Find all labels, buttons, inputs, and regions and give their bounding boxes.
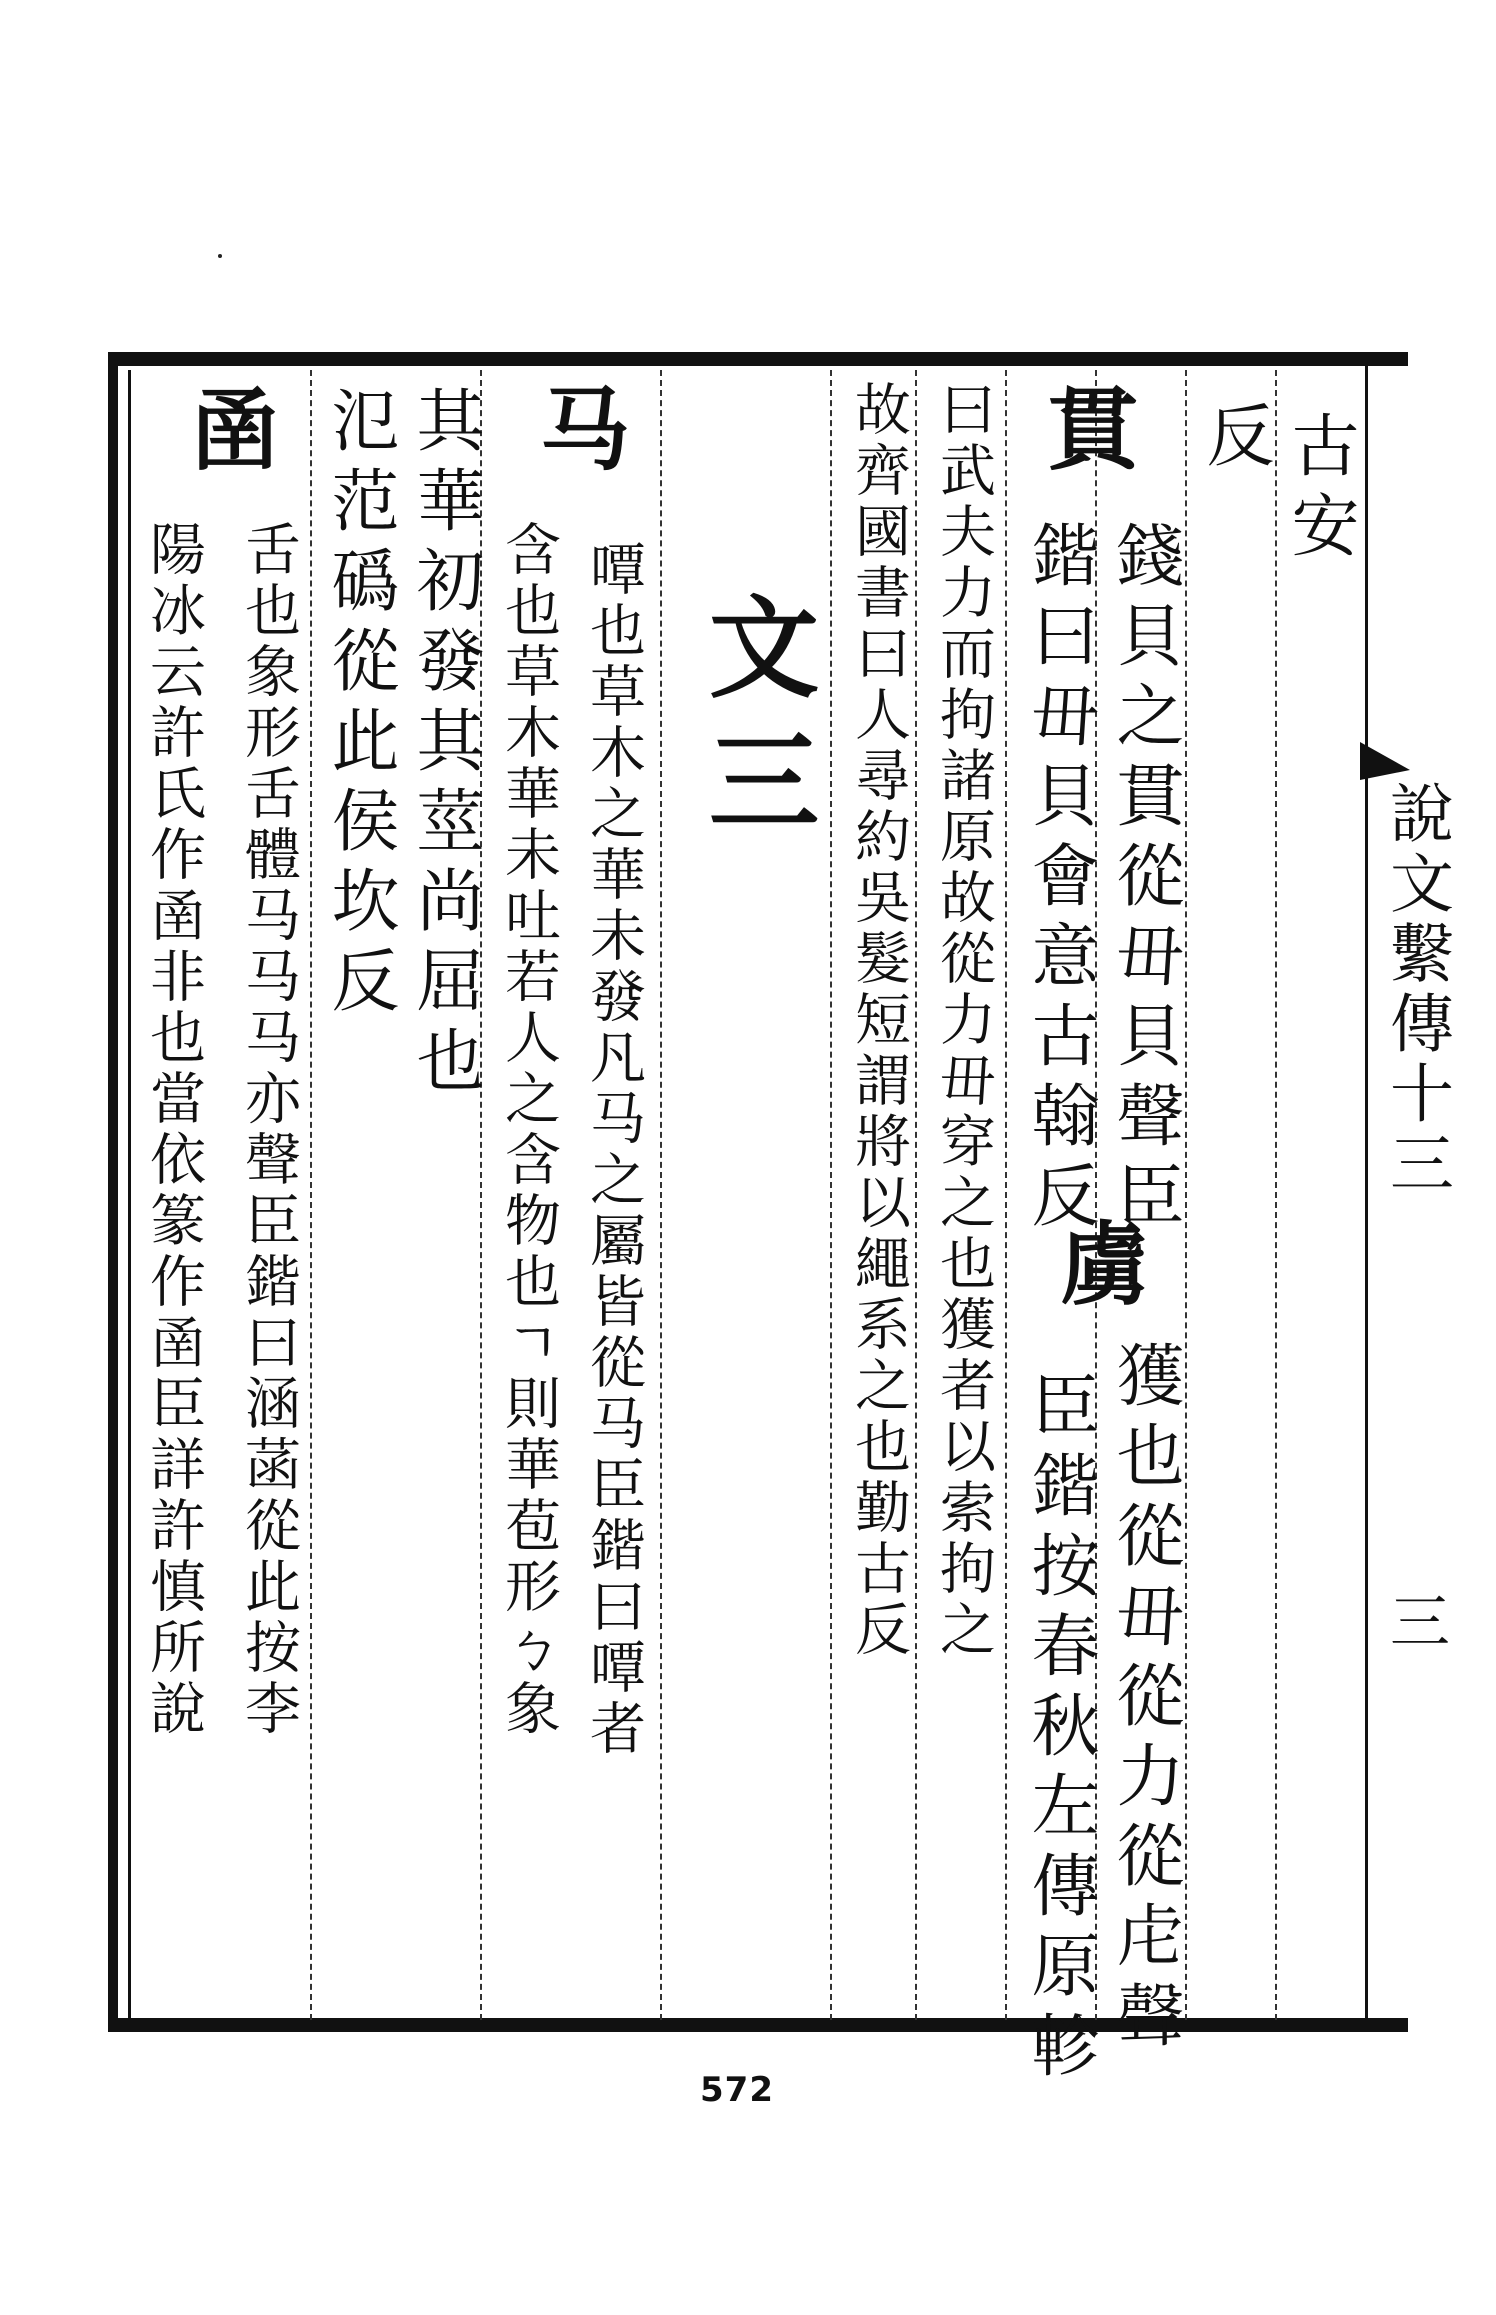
text-column-3: 錢貝之貫從毌貝聲臣	[1105, 520, 1184, 1240]
column-rule	[830, 370, 832, 2020]
column-rule	[1185, 370, 1187, 2020]
text-column-8: 故齊國書曰人尋約吳髮短謂將以繩系之也勤古反	[846, 380, 911, 1661]
frame-right-edge	[1365, 352, 1368, 2032]
text-column-10: 嘾也草木之華未發凡马之屬皆從马臣鍇曰嘾者	[581, 540, 646, 1760]
seal-character-han: 马	[540, 377, 630, 483]
text-column-2: 反	[1195, 400, 1274, 480]
text-column-13: 氾范䃣從此侯坎反	[320, 385, 399, 1025]
column-rule	[660, 370, 662, 2020]
seal-character-lu: 虜	[1060, 1212, 1150, 1318]
frame-inner-rule	[128, 370, 131, 2020]
margin-title: 說文繫傳十三	[1379, 780, 1453, 1200]
page-number: 572	[700, 2070, 774, 2110]
column-rule	[310, 370, 312, 2020]
section-heading: 文三	[691, 590, 820, 858]
text-column-5: 獲也從毌從力從虍聲	[1105, 1340, 1184, 2060]
text-column-4: 鍇曰毌貝會意古翰反	[1020, 520, 1099, 1240]
column-rule	[1275, 370, 1277, 2020]
text-column-6: 臣鍇按春秋左傳原軫	[1020, 1370, 1099, 2090]
seal-character-guan: 貫	[1048, 377, 1138, 483]
text-column-1: 古安	[1280, 410, 1359, 570]
column-rule	[915, 370, 917, 2020]
text-column-7: 曰武夫力而拘諸原故從力毌穿之也獲者以索拘之	[931, 380, 996, 1661]
text-column-11: 含也草木華未吐若人之含物也ㄱ則華苞形ㄅ象	[496, 520, 561, 1740]
text-column-14: 舌也象形舌體马马马亦聲臣鍇曰涵菡從此按李	[236, 520, 301, 1740]
column-rule	[1005, 370, 1007, 2020]
text-column-15: 陽冰云許氏作圅非也當依篆作圅臣詳許慎所說	[141, 520, 206, 1740]
fish-tail-mark	[1360, 742, 1410, 780]
seal-character-han2: 圅	[190, 377, 280, 483]
margin-leaf-number: 三	[1380, 1590, 1450, 1650]
text-column-12: 其華初發其莖尚屈也	[405, 385, 484, 1105]
ink-speck	[218, 254, 222, 258]
